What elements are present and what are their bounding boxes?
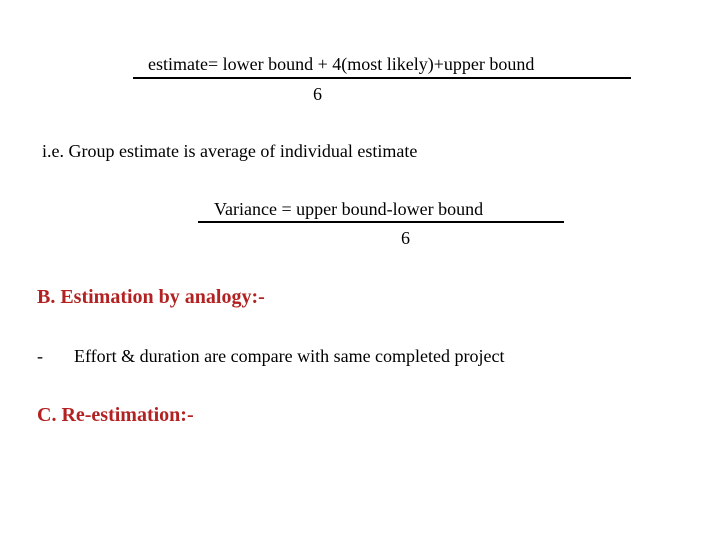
group-estimate-note: i.e. Group estimate is average of individual estimate [42,141,418,161]
variance-formula-numerator: Variance = upper bound-lower bound [214,199,484,219]
estimate-formula-numerator: estimate= lower bound + 4(most likely)+upper bound [148,54,535,74]
estimate-formula-fraction-line [133,77,631,79]
variance-formula-denominator: 6 [401,228,410,248]
section-b-heading: B. Estimation by analogy:- [37,286,265,308]
section-c-heading: C. Re-estimation:- [37,404,194,426]
estimate-formula-denominator: 6 [313,84,322,104]
bullet-marker: - [37,346,43,366]
variance-formula-fraction-line [198,221,564,223]
bullet-text: Effort & duration are compare with same completed project [74,346,505,366]
